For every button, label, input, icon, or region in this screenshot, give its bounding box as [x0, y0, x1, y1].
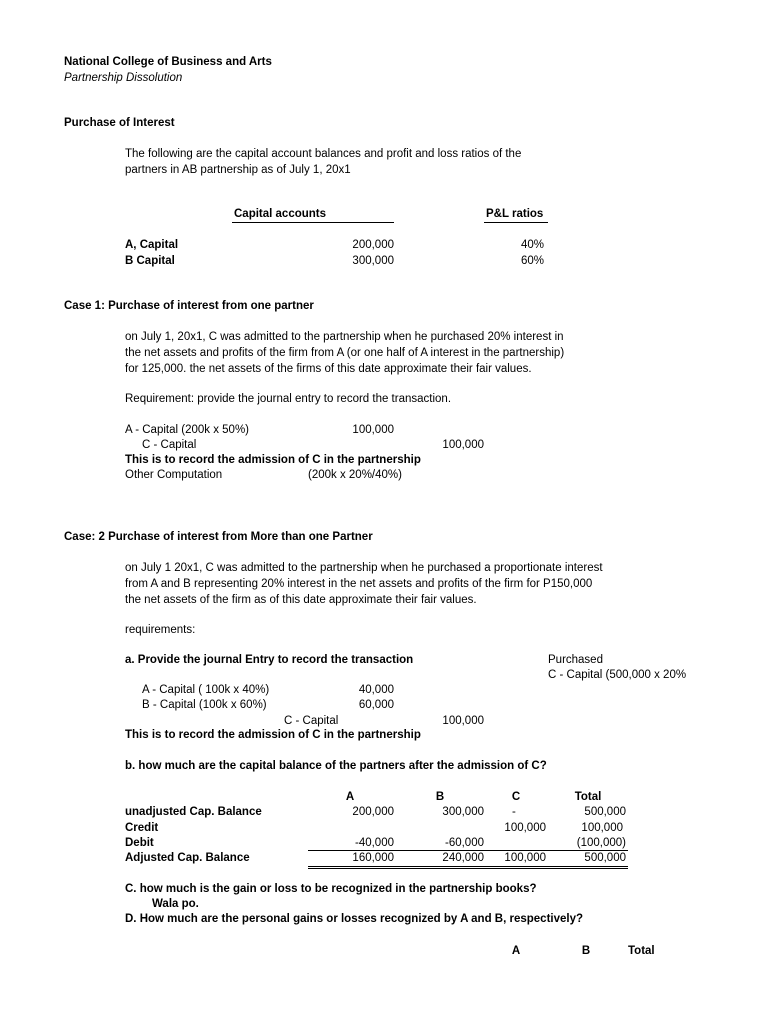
- header-underline: [484, 222, 548, 223]
- balance-cell: 300,000: [442, 806, 484, 818]
- journal-credit-amount: 100,000: [442, 715, 484, 727]
- balance-cell: 160,000: [352, 852, 394, 864]
- total-double-rule: [308, 866, 628, 867]
- requirement-c: C. how much is the gain or loss to be recognized in the partnership books?: [125, 883, 537, 895]
- case2-paragraph-line: the net assets of the firm as of this date approximate their fair values.: [125, 594, 477, 606]
- balance-row-label: unadjusted Cap. Balance: [125, 806, 262, 818]
- side-note-formula: C - Capital (500,000 x 20%: [548, 669, 687, 681]
- intro-line: The following are the capital account balances and profit and loss ratios of the: [125, 148, 522, 160]
- requirement-b: b. how much are the capital balance of the partners after the admission of C?: [125, 760, 547, 772]
- capital-row-amount: 200,000: [352, 239, 394, 251]
- balance-col-header: B: [435, 791, 445, 803]
- other-computation-label: Other Computation: [125, 469, 223, 481]
- balance-cell: 100,000: [581, 822, 623, 834]
- balance-col-header: C: [511, 791, 521, 803]
- balance-cell: 500,000: [584, 806, 626, 818]
- balance-cell: -: [512, 806, 516, 818]
- journal-debit-account: A - Capital (200k x 50%): [125, 424, 250, 436]
- case1-paragraph-line: the net assets and profits of the firm from A (or one half of A interest in the partnership): [125, 347, 565, 359]
- journal-credit-account: C - Capital: [284, 715, 339, 727]
- journal-debit-amount: 40,000: [358, 684, 394, 696]
- side-note-label: Purchased: [548, 654, 603, 666]
- balance-row-label: Adjusted Cap. Balance: [125, 852, 250, 864]
- journal-explanation: This is to record the admission of C in the partnership: [125, 454, 421, 466]
- balance-cell: 500,000: [584, 852, 626, 864]
- intro-line: partners in AB partnership as of July 1, 20x1: [125, 164, 351, 176]
- d-col-header: A: [511, 945, 521, 957]
- balance-cell: -60,000: [444, 837, 484, 849]
- balance-cell: -40,000: [354, 837, 394, 849]
- requirement-a: a. Provide the journal Entry to record the transaction: [125, 654, 414, 666]
- journal-debit-amount: 100,000: [352, 424, 394, 436]
- pl-ratios-header: P&L ratios: [486, 208, 544, 220]
- balance-cell: 200,000: [352, 806, 394, 818]
- journal-credit-account: C - Capital: [142, 439, 197, 451]
- requirement-d: D. How much are the personal gains or losses recognized by A and B, respectively?: [125, 913, 584, 925]
- case1-paragraph-line: for 125,000. the net assets of the firms of this date approximate their fair values.: [125, 363, 532, 375]
- section-title: Purchase of Interest: [64, 117, 175, 129]
- case1-paragraph-line: on July 1, 20x1, C was admitted to the partnership when he purchased 20% interest in: [125, 331, 564, 343]
- requirements-label: requirements:: [125, 624, 196, 636]
- total-double-rule: [308, 868, 628, 869]
- capital-row-name: B Capital: [125, 255, 175, 267]
- balance-row-label: Debit: [125, 837, 154, 849]
- case2-title: Case: 2 Purchase of interest from More than one Partner: [64, 531, 373, 543]
- balance-cell: (100,000): [576, 837, 626, 849]
- balance-row-label: Credit: [125, 822, 159, 834]
- d-col-header: Total: [628, 945, 655, 957]
- school-name: National College of Business and Arts: [64, 56, 272, 68]
- case2-paragraph-line: from A and B representing 20% interest in the net assets and profits of the firm for P150,000: [125, 578, 593, 590]
- case1-title: Case 1: Purchase of interest from one partner: [64, 300, 314, 312]
- journal-explanation: This is to record the admission of C in the partnership: [125, 729, 421, 741]
- answer-c: Wala po.: [152, 898, 199, 910]
- balance-col-header: A: [345, 791, 355, 803]
- document-subject: Partnership Dissolution: [64, 72, 183, 84]
- capital-row-amount: 300,000: [352, 255, 394, 267]
- balance-cell: 240,000: [442, 852, 484, 864]
- capital-accounts-header: Capital accounts: [234, 208, 327, 220]
- journal-debit-amount: 60,000: [358, 699, 394, 711]
- d-col-header: B: [581, 945, 591, 957]
- case1-requirement: Requirement: provide the journal entry to record the transaction.: [125, 393, 452, 405]
- balance-cell: 100,000: [504, 852, 546, 864]
- capital-row-name: A, Capital: [125, 239, 179, 251]
- journal-credit-amount: 100,000: [442, 439, 484, 451]
- balance-col-header: Total: [574, 791, 602, 803]
- capital-row-ratio: 40%: [520, 239, 544, 251]
- capital-row-ratio: 60%: [520, 255, 544, 267]
- journal-debit-account: B - Capital (100k x 60%): [142, 699, 267, 711]
- other-computation-formula: (200k x 20%/40%): [308, 469, 402, 481]
- case2-paragraph-line: on July 1 20x1, C was admitted to the partnership when he purchased a proportionate interest: [125, 562, 603, 574]
- journal-debit-account: A - Capital ( 100k x 40%): [142, 684, 270, 696]
- balance-cell: 100,000: [504, 822, 546, 834]
- header-underline: [232, 222, 394, 223]
